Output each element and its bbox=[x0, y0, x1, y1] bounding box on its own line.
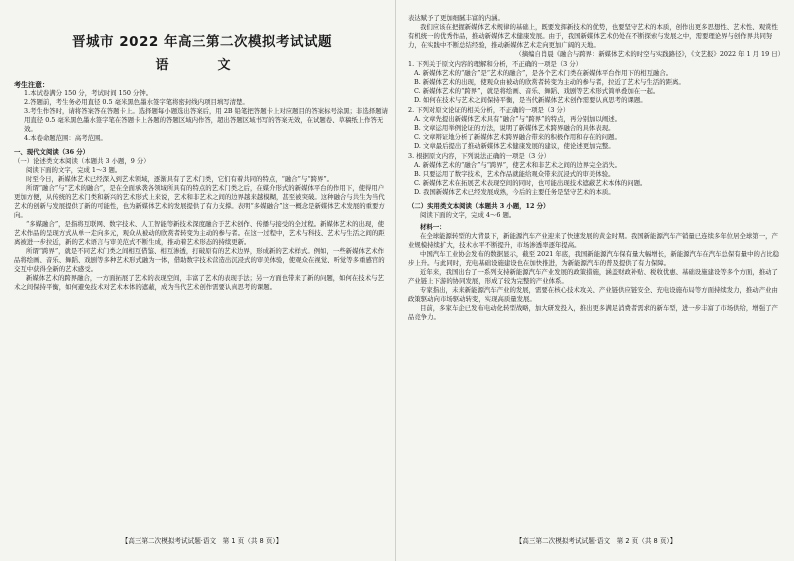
page-footer: 【高三第二次模拟考试试题·语文 第 2 页（共 8 页）】 bbox=[515, 537, 677, 544]
page-footer: 【高三第二次模拟考试试题·语文 第 1 页（共 8 页）】 bbox=[121, 537, 283, 544]
question-option: D. 如何在技术与艺术之间保持平衡，是当代新媒体艺术创作需要认真思考的课题。 bbox=[414, 96, 647, 104]
section-heading: 一、现代文阅读（36 分） bbox=[14, 148, 90, 156]
material-paragraph: 中国汽车工业协会发布的数据显示，截至 2021 年底，我国新能源汽车保有量大幅增长，新能源汽车在汽车总保有量中的占比稳步上升。与此同时，充电基础设施建设也在加快推进，为新能源汽车的普及提供了有力保障。 bbox=[408, 250, 780, 267]
question-option: B. 只要运用了数字技术，艺术作品就能给观众带来沉浸式的审美体验。 bbox=[414, 170, 615, 178]
notice-item: 3.考生作答时，请将答案答在答题卡上。选择题每小题选出答案后，用 2B 铅笔把答题卡上对应题目的答案标号涂黑；非选择题请用直径 0.5 毫米黑色墨水签字笔在答题卡上各题的答题区域内作答，超出答题区域书写的答案无效，在试题卷、草稿纸上作答无效。 bbox=[24, 107, 389, 133]
question-stem: 3. 根据原文内容，下列说法正确的一项是（3 分） bbox=[408, 152, 551, 160]
subsection-heading: （一）论述类文本阅读（本题共 3 小题，9 分） bbox=[14, 157, 150, 165]
question-option: B. 新媒体艺术的出现，使观众由被动的欣赏者转变为主动的参与者，拉近了艺术与生活的距离。 bbox=[414, 78, 685, 86]
passage-paragraph: 我们应该在把握新媒体艺术规律的基础上，既要发挥新技术的优势，也要坚守艺术的本质，创作出更多思想性、艺术性、观赏性有机统一的优秀作品，推动新媒体艺术健康发展。由于，我国新媒体艺术仍处在不断探索与发展之中，需要理论界与创作界共同努力，在实践中不断总结经验，推动新媒体艺术走向更加广阔的天地。 bbox=[408, 23, 778, 49]
reading-instruction: 阅读下面的文字，完成 1～3 题。 bbox=[26, 166, 122, 174]
passage-paragraph: 所谓“跨界”，就是不同艺术门类之间相互借鉴、相互渗透，打破原有的艺术边界，形成新的艺术样式。例如，一些新媒体艺术作品将绘画、音乐、舞蹈、戏剧等多种艺术形式融为一体，借助数字技术营造出沉浸式的审美体验，使观众在视觉、听觉等多重感官的交互中获得全新的艺术感受。 bbox=[14, 247, 385, 273]
question-option: C. 新媒体艺术在拓展艺术表现空间的同时，也可能出现技术遮蔽艺术本体的问题。 bbox=[414, 179, 647, 187]
notice-item: 4.本卷命题范围：高考范围。 bbox=[24, 134, 107, 142]
material-paragraph: 专家指出，未来新能源汽车产业的发展，需要在核心技术攻关、产业链供应链安全、充电设施布局等方面持续发力，推动产业由政策驱动向市场驱动转变，实现高质量发展。 bbox=[408, 286, 778, 303]
material-paragraph: 目前，多家车企已发布电动化转型战略，加大研发投入，推出更多满足消费者需求的新车型，进一步丰富了市场供给，增强了产品竞争力。 bbox=[408, 304, 778, 321]
page-right bbox=[408, 14, 784, 544]
passage-paragraph: “多媒融合”，是指将互联网、数字技术、人工智能等新技术深度融合于艺术创作、传播与接受的全过程。新媒体艺术的出现，使艺术作品的呈现方式从单一走向多元，观众从被动的欣赏者转变为主动的参与者。在这一过程中，艺术与科技、艺术与生活之间的距离被进一步拉近，新的艺术语言与审美范式不断生成，推动着艺术形态的持续更新。 bbox=[14, 220, 385, 246]
question-option: A. 新媒体艺术的“融合”是“艺术的融合”，是各个艺术门类在新媒体平台作用下的相互融合。 bbox=[414, 69, 673, 77]
source-citation: （摘编自肖晨《融合与跨界：新媒体艺术的时空与实践路径》，《文艺报》2022 年 1 月 19 日） bbox=[515, 50, 784, 58]
passage-paragraph: 时至今日，新媒体艺术已经深入到艺术领域，逐渐具有了艺术门类，它们有着共同的特点，“融合”与“跨界”。 bbox=[26, 175, 334, 183]
question-block bbox=[408, 60, 784, 105]
question-option: B. 文章运用举例论证的方法，说明了新媒体艺术跨界融合的具体表现。 bbox=[414, 124, 615, 132]
question-option: A. 新媒体艺术的“融合”与“跨界”，使艺术和非艺术之间的边界完全消失。 bbox=[414, 161, 622, 169]
question-block bbox=[408, 152, 784, 197]
passage-paragraph: 新媒体艺术的跨界融合，一方面拓展了艺术的表现空间，丰富了艺术的表现手法；另一方面也带来了新的问题，如何在技术与艺术之间保持平衡，如何避免技术对艺术本体的遮蔽，成为当代艺术创作需要认真思考的课题。 bbox=[14, 274, 384, 291]
passage-continuation: 表达赋予了更加细腻丰富的内涵。 bbox=[408, 14, 504, 22]
notice-heading: 考生注意： bbox=[14, 80, 49, 89]
subsection-heading: （二）实用类文本阅读（本题共 3 小题，12 分） bbox=[408, 202, 550, 210]
passage-paragraph: 所谓“融合”与“艺术的融合”，是在全面承袭各领域所具有的特点的艺术门类之后，在媒介形式的新媒体平台的作用下，使得用户更加方便，从传统的艺术门类和新兴的艺术形式上来说，艺术和非艺术之间的边界越来越模糊，甚至被突破。这种融合与共生为当代艺术的创新与发展提供了新的可能性，也为新媒体艺术的发展提供了有力支撑。表明“多媒融合”这一概念是新媒体艺术发展的重要方向。 bbox=[14, 184, 385, 219]
exam-title: 晋城市 2022 年高三第二次模拟考试试题 bbox=[72, 34, 332, 50]
page-left bbox=[14, 14, 390, 544]
question-option: D. 文章最后提出了推动新媒体艺术健康发展的建议，使论述更加完整。 bbox=[414, 142, 615, 150]
notice-item: 2.答题前，考生务必用直径 0.5 毫米黑色墨水签字笔将密封线内项目填写清楚。 bbox=[24, 98, 249, 106]
question-block bbox=[408, 106, 784, 151]
question-option: A. 文章先提出新媒体艺术具有“融合”与“跨界”的特点，再分别加以阐述。 bbox=[414, 115, 622, 123]
material-paragraph: 在全球能源转型的大背景下，新能源汽车产业迎来了快速发展的黄金时期。我国新能源汽车产销量已连续多年位居全球第一，产业规模持续扩大，技术水平不断提升，市场渗透率逐年提高。 bbox=[408, 232, 778, 249]
notice-list bbox=[14, 89, 390, 143]
subject-title: 语 文 bbox=[155, 58, 249, 73]
question-stem: 1. 下列关于原文内容的理解和分析，不正确的一项是（3 分） bbox=[408, 60, 582, 68]
question-option: D. 我国新媒体艺术已经发展成熟，今后的主要任务是坚守艺术的本质。 bbox=[414, 188, 615, 196]
notice-item: 1.本试卷满分 150 分，考试时间 150 分钟。 bbox=[24, 89, 153, 97]
question-option: C. 新媒体艺术的“跨界”，就是将绘画、音乐、舞蹈、戏剧等艺术形式简单叠加在一起。 bbox=[414, 87, 660, 95]
reading-instruction: 阅读下面的文字，完成 4～6 题。 bbox=[420, 211, 516, 219]
material-heading: 材料一： bbox=[420, 223, 446, 231]
question-stem: 2. 下列对原文论证的相关分析，不正确的一项是（3 分） bbox=[408, 106, 570, 114]
question-option: C. 文章辩证地分析了新媒体艺术跨界融合带来的积极作用和存在的问题。 bbox=[414, 133, 621, 141]
page-divider bbox=[395, 0, 396, 561]
material-paragraph: 近年来，我国出台了一系列支持新能源汽车产业发展的政策措施，涵盖财政补贴、税收优惠、基础设施建设等多个方面，推动了产业链上下游的协同发展，形成了较为完整的产业体系。 bbox=[408, 268, 778, 285]
